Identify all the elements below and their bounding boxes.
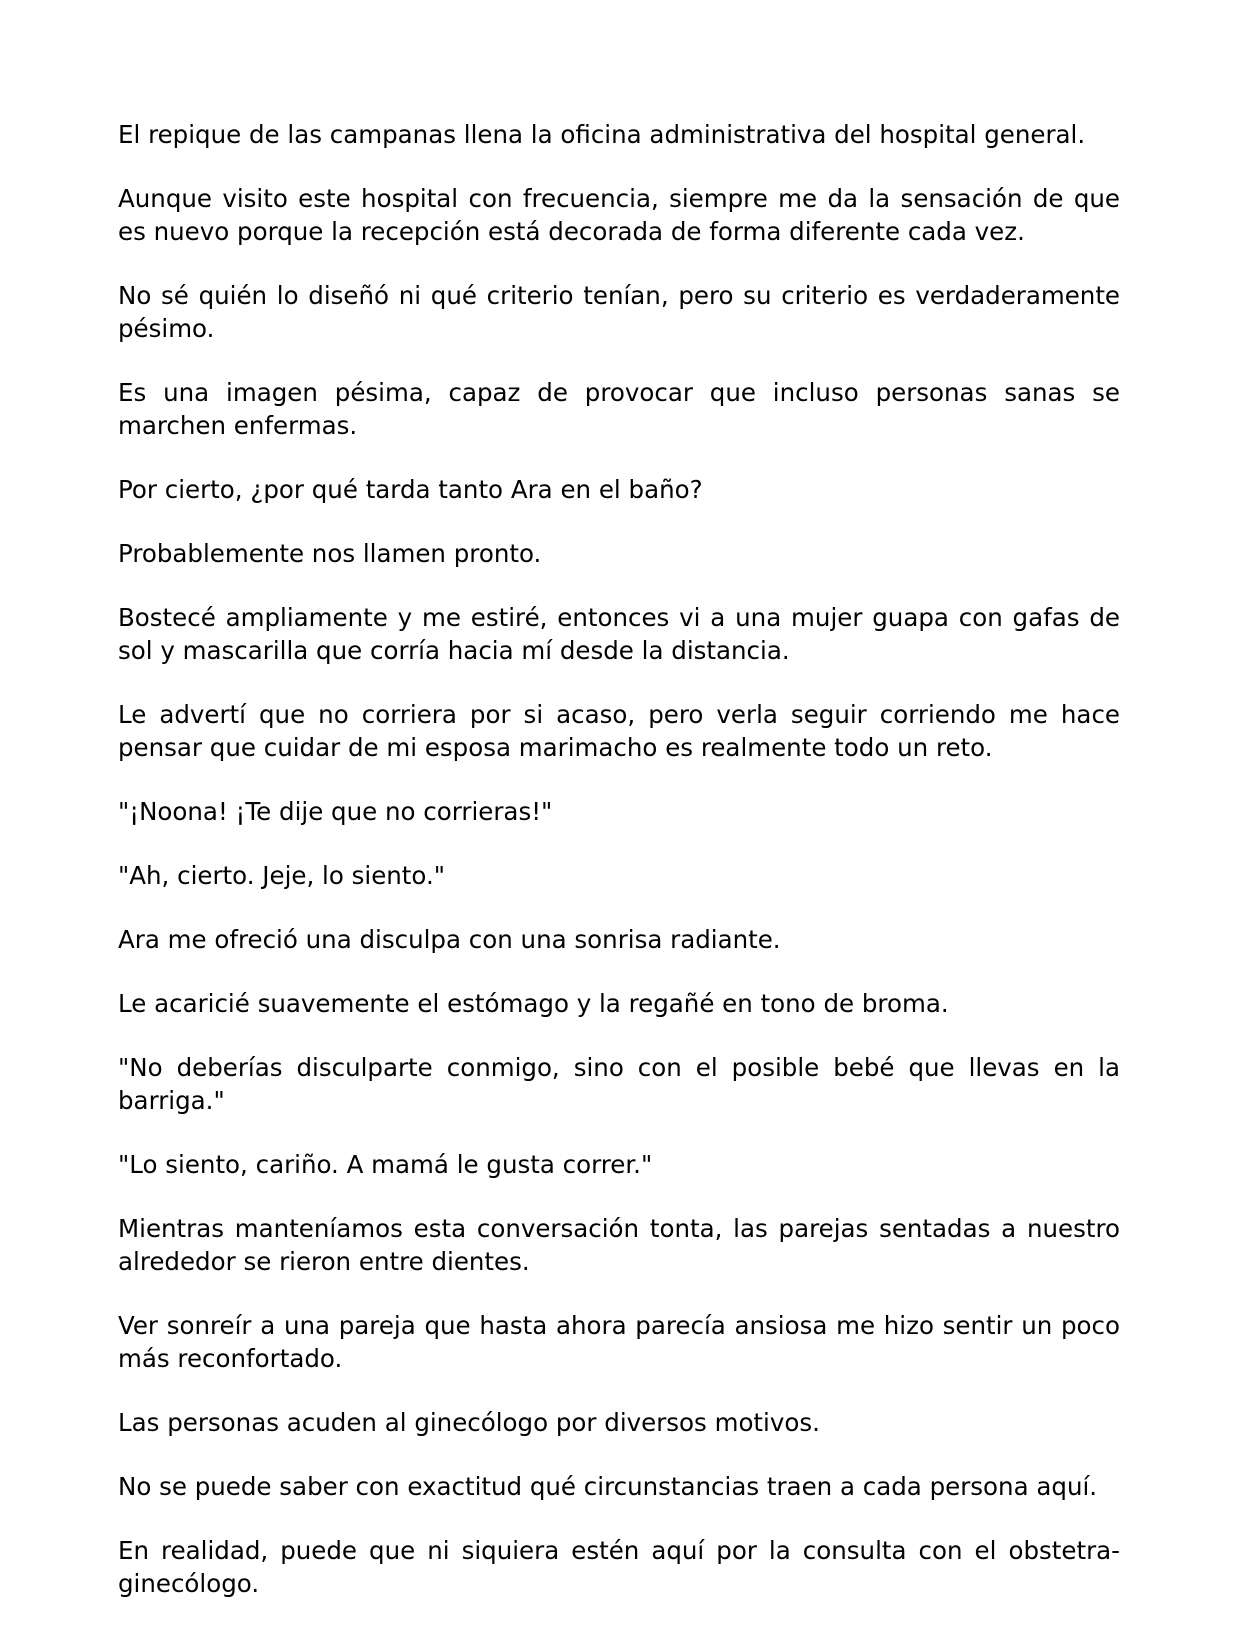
paragraph: El repique de las campanas llena la oficina administrativa del hospital general.: [118, 120, 1086, 149]
paragraph: "¡Noona! ¡Te dije que no corrieras!": [118, 797, 553, 826]
paragraph: Bostecé ampliamente y me estiré, entonces vi a una mujer guapa con gafas de sol y mascarilla que corría hacia mí desde la distancia.: [118, 603, 1120, 665]
paragraph: "No deberías disculparte conmigo, sino con el posible bebé que llevas en la barriga.": [118, 1053, 1120, 1115]
text-column: [118, 118, 1120, 1631]
paragraph: No sé quién lo diseñó ni qué criterio tenían, pero su criterio es verdaderamente pésimo.: [118, 281, 1120, 343]
paragraph: Por cierto, ¿por qué tarda tanto Ara en el baño?: [118, 475, 703, 504]
paragraph: "Ah, cierto. Jeje, lo siento.": [118, 861, 446, 890]
paragraph: Es una imagen pésima, capaz de provocar que incluso personas sanas se marchen enfermas.: [118, 378, 1120, 440]
paragraph: Le advertí que no corriera por si acaso, pero verla seguir corriendo me hace pensar que cuidar de mi esposa marimacho es realmente todo un reto.: [118, 700, 1120, 762]
paragraph: Le acaricié suavemente el estómago y la regañé en tono de broma.: [118, 989, 949, 1018]
paragraph: Aunque visito este hospital con frecuencia, siempre me da la sensación de que es nuevo porque la recepción está decorada de forma diferente cada vez.: [118, 184, 1120, 246]
paragraph: Mientras manteníamos esta conversación tonta, las parejas sentadas a nuestro alrededor se rieron entre dientes.: [118, 1214, 1120, 1276]
paragraph: Las personas acuden al ginecólogo por diversos motivos.: [118, 1408, 820, 1437]
paragraph: No se puede saber con exactitud qué circunstancias traen a cada persona aquí.: [118, 1472, 1098, 1501]
paragraph: "Lo siento, cariño. A mamá le gusta correr.": [118, 1150, 653, 1179]
paragraph: En realidad, puede que ni siquiera estén aquí por la consulta con el obstetra-ginecólogo.: [118, 1536, 1120, 1598]
paragraph: Probablemente nos llamen pronto.: [118, 539, 542, 568]
paragraph: Ara me ofreció una disculpa con una sonrisa radiante.: [118, 925, 781, 954]
paragraph: Ver sonreír a una pareja que hasta ahora parecía ansiosa me hizo sentir un poco más reconfortado.: [118, 1311, 1120, 1373]
